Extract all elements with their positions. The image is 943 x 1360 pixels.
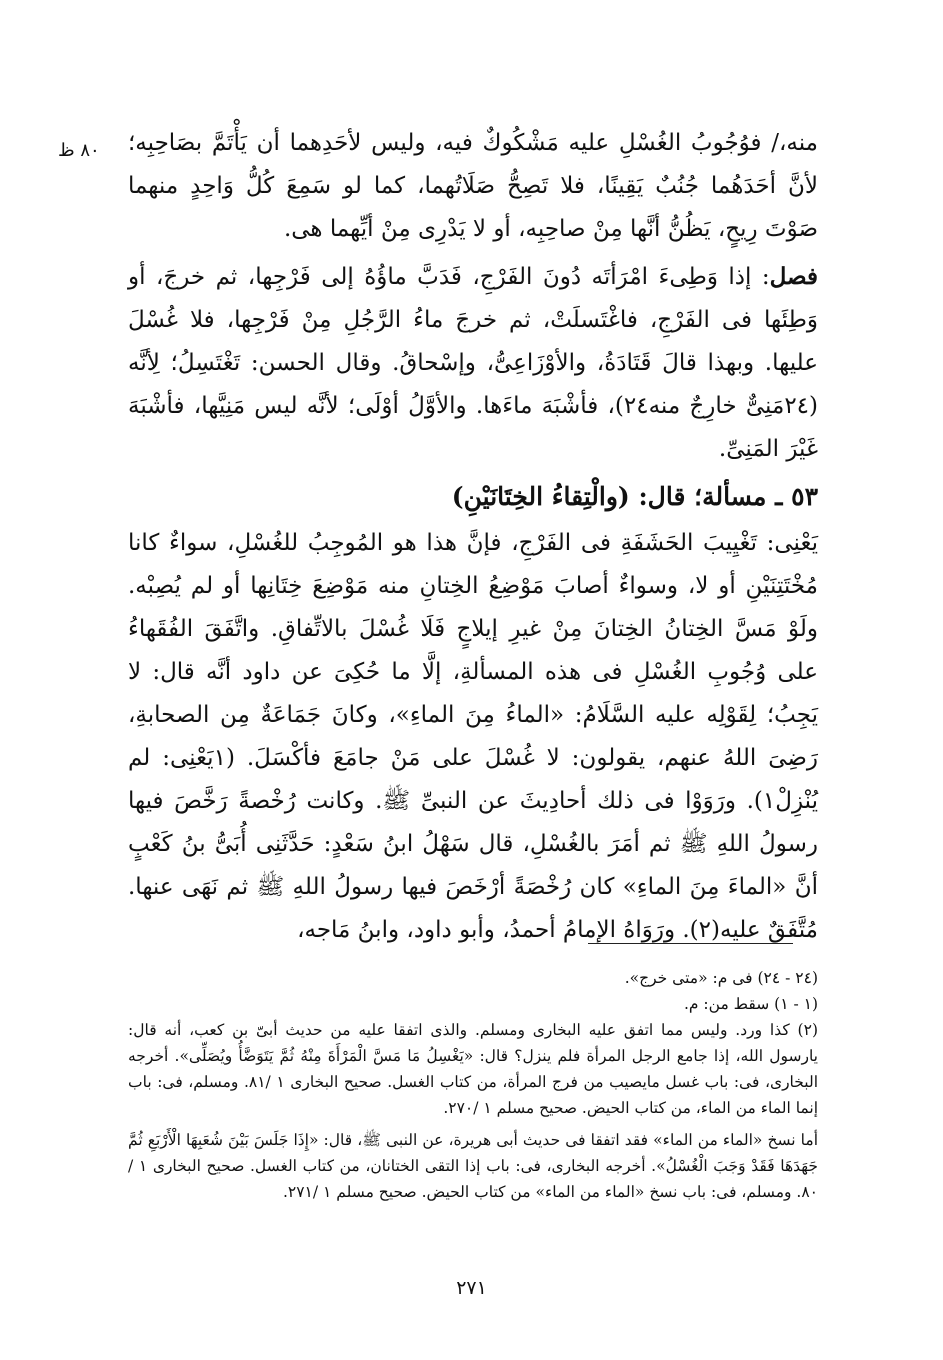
footnotes (128, 965, 818, 1205)
footnote-2-continued: أما نسخ «الماء من الماء» فقد اتفقا فى حديث أبى هريرة، عن النبى ﷺ، قال: «إِذَا جَلَسَ بَيْنَ شُعَبِهَا الْأَرْبَعِ ثُمَّ جَهَدَهَا فَقَدْ وَجَبَ الْغُسْلُ». أخرجه البخارى، فى: باب إذا التقى الختانان، من كتاب الغسل. صحيح البخارى ١ /٨٠. ومسلم، فى: باب نسخ «الماء من الماء» من كتاب الحيض. صحيح مسلم ١ /٢٧١. (128, 1131, 818, 1201)
footnote-2: (٢) كذا ورد. وليس مما اتفق عليه البخارى ومسلم. والذى اتفقا عليه من حديث أبىّ بن كعب، أنه قال: يارسول الله، إذا جامع الرجل المرأة فلم ينزل؟ قال: «يَغْسِلُ مَا مَسَّ الْمَرْأَةَ مِنْهُ ثُمَّ يَتَوَضَّأُ ويُصَلِّى». أخرجه البخارى، فى: باب غسل مايصيب من فرج المرأة، من كتاب الغسل. صحيح البخارى ١ /٨١. ومسلم، فى: باب إنما الماء من الماء، من كتاب الحيض. صحيح مسلم ١ /٢٧٠. (128, 1021, 818, 1117)
footnote-separator (588, 943, 793, 944)
paragraph-1: منه،/ فوُجُوبُ الغُسْلِ عليه مَشْكُوكٌ فيه، وليس لأحَدِهما أن يَأْتَمَّ بصَاحِبِه؛ لأنَّ أحَدَهُما جُنُبٌ يَقِينًا، فلا تَصِحُّ صَلَاتُهما، كما لو سَمِعَ كُلُّ وَاحِدٍ منهما صَوْتَ رِيحٍ، يَظُنُّ أنَّها مِنْ صاحِبِه، أو لا يَدْرِى مِنْ أيِّهما هى. (128, 130, 818, 242)
paragraph-3: يَعْنِى: تَغْيِيبَ الحَشَفَةِ فى الفَرْجِ، فإنَّ هذا هو المُوجِبُ للغُسْلِ، سواءٌ كانا مُخْتَتِنَيْنِ أو لا، وسواءٌ أصابَ مَوْضِعُ الخِتانِ منه مَوْضِعَ خِتَانِها أو لم يُصِبْه. ولَوْ مَسَّ الخِتانُ الخِتانَ مِنْ غيرِ إيلاجٍ فَلَا غُسْلَ بالاتِّفاقِ. واتَّفَقَ الفُقَهاءُ على وُجُوبِ الغُسْلِ فى هذه المسألةِ، إلَّا ما حُكِىَ عن داود أنَّه قال: لا يَجِبُ؛ لِقَوْلِه عليه السَّلَامُ: «الماءُ مِنَ الماءِ»، وكانَ جَمَاعَةٌ مِن الصحابةِ، رَضِىَ اللهُ عنهم، يقولون: لا غُسْلَ على مَنْ جامَعَ فأكْسَلَ. (١يَعْنِى: لم يُنْزِلْ١). ورَوَوْا فى ذلك أحادِيثَ عن النبىِّ ﷺ. وكانت رُخْصةً رَخَّصَ فيها رسولُ اللهِ ﷺ ثم أمَرَ بالغُسْلِ، قال سَهْلُ ابنُ سَعْدٍ: حَدَّثَنِى أُبَىُّ بنُ كَعْبٍ أنَّ «الماءَ مِنَ الماءِ» كان رُخْصَةً أرْخَصَ فيها رسولُ اللهِ ﷺ ثم نَهَى عنها. مُتَّفَقٌ عليه(٢). ورَوَاهُ الإمامُ أحمدُ، وأبو داود، وابنُ مَاجه، (128, 530, 819, 943)
masala-heading: ٥٣ ـ مسألة؛ قال: (والْتِقاءُ الخِتَانَيْنِ) (451, 482, 818, 511)
folio-marginal-note: ٨٠ ظ (58, 140, 100, 161)
main-text (128, 122, 818, 952)
page-number: ٢٧١ (456, 1277, 487, 1299)
paragraph-2-text: : إذا وَطِىءَ امْرَأتَه دُونَ الفَرْجِ، فَدَبَّ ماؤُهُ إلى فَرْجِها، ثم خرجَ، أو وَطِئَها فى الفَرْجِ، فاغْتَسلَتْ، ثم خرجَ ماءُ الرَّجُلِ مِنْ فَرْجِها، فلا غُسْلَ عليها. وبهذا قالَ قَتَادَةُ، والأوْزَاعِىُّ، وإسْحاقُ. وقال الحسن: تَغْتَسِلُ؛ لِأنَّه (٢٤مَنِىٌّ خارِجٌ منه٢٤)، فأشْبَهَ ماءَها. والأوَّلُ أوْلَى؛ لأنَّه ليس مَنِيَّها، فأشْبَهَ غَيْرَ المَنِىِّ. (128, 264, 819, 462)
fasl-label: فصل (769, 263, 818, 290)
footnote-1: (١ - ١) سقط من: م. (683, 995, 818, 1013)
footnote-24: (٢٤ - ٢٤) فى م: «متى خرج». (624, 969, 818, 987)
paragraph-2 (128, 255, 818, 471)
